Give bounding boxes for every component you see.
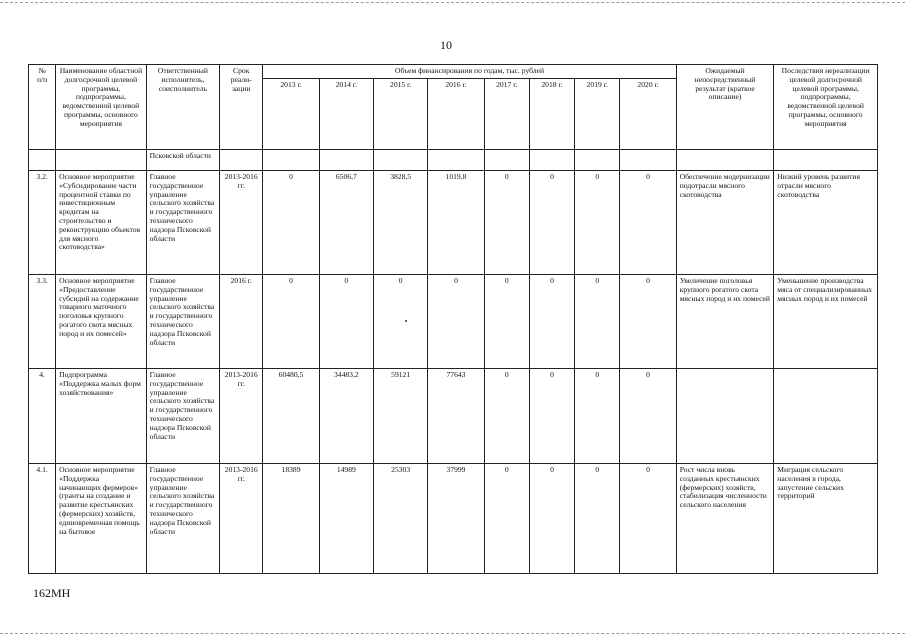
cell-value: 0 — [620, 369, 676, 464]
cell-result: Увеличение поголовья крупного рогатого скота мясных пород и их помесей — [676, 275, 774, 369]
cell-value: 1019,8 — [428, 171, 484, 275]
scan-edge-top — [0, 2, 905, 3]
cell-value: 0 — [373, 275, 427, 369]
cell-value: 77643 — [428, 369, 484, 464]
header-term: Срок реали-зации — [220, 65, 263, 150]
cell-result — [676, 150, 774, 171]
cell-value: 0 — [428, 275, 484, 369]
cell-value: 0 — [575, 171, 620, 275]
cell-num: 4. — [29, 369, 56, 464]
cell-name: Основное мероприятие «Поддержка начинающих фермеров» (гранты на создание и развитие крестьянских (фермерских) хозяйств, единовременная помощь на бытовое — [56, 464, 147, 574]
cell-value — [373, 150, 427, 171]
cell-value: 60480,5 — [263, 369, 319, 464]
cell-term: 2013-2016 гг. — [220, 464, 263, 574]
header-year: 2013 г. — [263, 79, 319, 150]
cell-term: 2016 г. — [220, 275, 263, 369]
program-financing-table — [28, 64, 878, 574]
header-result: Ожидаемый непосредственный результат (краткое описание) — [676, 65, 774, 150]
cell-executor: Псковской области — [146, 150, 219, 171]
cell-num: 4.1. — [29, 464, 56, 574]
cell-value — [263, 150, 319, 171]
cell-value: 0 — [529, 171, 574, 275]
cell-name: Основное мероприятие «Предоставление субсидий на содержание товарного маточного поголовья крупного рогатого скота мясных пород и их помесей» — [56, 275, 147, 369]
header-financing: Объем финансирования по годам, тыс. рублей — [263, 65, 676, 79]
header-year: 2017 г. — [484, 79, 529, 150]
cell-value: 0 — [529, 275, 574, 369]
cell-value: 34483,2 — [319, 369, 373, 464]
cell-value: 14989 — [319, 464, 373, 574]
header-consequences: Последствия нереализации целевой долгосрочной целевой программы, подпрограммы, ведомственной целевой программы, основного мероприятия — [774, 65, 878, 150]
table-row — [29, 464, 878, 574]
cell-value — [484, 150, 529, 171]
cell-value: 0 — [529, 464, 574, 574]
cell-name: Подпрограмма «Поддержка малых форм хозяйствования» — [56, 369, 147, 464]
table-row — [29, 171, 878, 275]
cell-value — [529, 150, 574, 171]
header-year: 2015 г. — [373, 79, 427, 150]
cell-executor: Главное государственное управление сельского хозяйства и государственного технического надзора Псковской области — [146, 171, 219, 275]
scan-edge-bottom — [0, 633, 905, 634]
header-year: 2020 г. — [620, 79, 676, 150]
header-executor: Ответственный исполнитель, соисполнитель — [146, 65, 219, 150]
table-row — [29, 275, 878, 369]
cell-value: 0 — [484, 171, 529, 275]
header-year: 2016 г. — [428, 79, 484, 150]
cell-value: 18389 — [263, 464, 319, 574]
cell-name: Основное мероприятие «Субсидирование части процентной ставки по инвестиционным кредитам на строительство и реконструкцию объектов для мясного скотоводства» — [56, 171, 147, 275]
cell-num — [29, 150, 56, 171]
cell-value: 0 — [575, 275, 620, 369]
cell-value: 0 — [620, 464, 676, 574]
cell-value: 37999 — [428, 464, 484, 574]
cell-num: 3.2. — [29, 171, 56, 275]
cell-num: 3.3. — [29, 275, 56, 369]
header-num: № п/п — [29, 65, 56, 150]
scan-speck — [405, 320, 407, 322]
table-row — [29, 369, 878, 464]
cell-term: 2013-2016 гг. — [220, 171, 263, 275]
cell-value: 0 — [620, 171, 676, 275]
cell-executor: Главное государственное управление сельского хозяйства и государственного технического надзора Псковской области — [146, 464, 219, 574]
cell-value: 0 — [484, 369, 529, 464]
cell-name — [56, 150, 147, 171]
cell-value: 0 — [484, 464, 529, 574]
page-number: 10 — [440, 38, 452, 52]
cell-value: 0 — [319, 275, 373, 369]
cell-value — [319, 150, 373, 171]
cell-value: 0 — [484, 275, 529, 369]
cell-value: 25303 — [373, 464, 427, 574]
cell-consequences — [774, 369, 878, 464]
cell-value: 59121 — [373, 369, 427, 464]
cell-value: 6506,7 — [319, 171, 373, 275]
header-name: Наименование областной долгосрочной целевой программы, подпрограммы, ведомственной целевой программы, основного мероприятия — [56, 65, 147, 150]
cell-consequences: Уменьшение производства мяса от специализированных мясных пород и их помесей — [774, 275, 878, 369]
table-header-row — [29, 65, 878, 79]
cell-value — [620, 150, 676, 171]
cell-consequences — [774, 150, 878, 171]
cell-executor: Главное государственное управление сельского хозяйства и государственного технического надзора Псковской области — [146, 275, 219, 369]
cell-value: 0 — [263, 171, 319, 275]
cell-consequences: Миграция сельского населения в города, запустение сельских территорий — [774, 464, 878, 574]
header-year: 2014 г. — [319, 79, 373, 150]
cell-value: 0 — [575, 464, 620, 574]
cell-value — [428, 150, 484, 171]
cell-value: 0 — [620, 275, 676, 369]
cell-value: 3828,5 — [373, 171, 427, 275]
cell-consequences: Низкий уровень развития отрасли мясного скотоводства — [774, 171, 878, 275]
cell-result: Рост числа вновь созданных крестьянских (фермерских) хозяйств, стабилизация численности сельского населения — [676, 464, 774, 574]
cell-term: 2013-2016 гг. — [220, 369, 263, 464]
cell-value: 0 — [529, 369, 574, 464]
header-year: 2019 г. — [575, 79, 620, 150]
cell-result — [676, 369, 774, 464]
table-row — [29, 150, 878, 171]
cell-result: Обеспечение модернизации подотрасли мясного скотоводства — [676, 171, 774, 275]
cell-value: 0 — [263, 275, 319, 369]
cell-term — [220, 150, 263, 171]
footer-code: 162МН — [33, 586, 71, 600]
cell-value — [575, 150, 620, 171]
cell-value: 0 — [575, 369, 620, 464]
header-year: 2018 г. — [529, 79, 574, 150]
cell-executor: Главное государственное управление сельского хозяйства и государственного технического надзора Псковской области — [146, 369, 219, 464]
